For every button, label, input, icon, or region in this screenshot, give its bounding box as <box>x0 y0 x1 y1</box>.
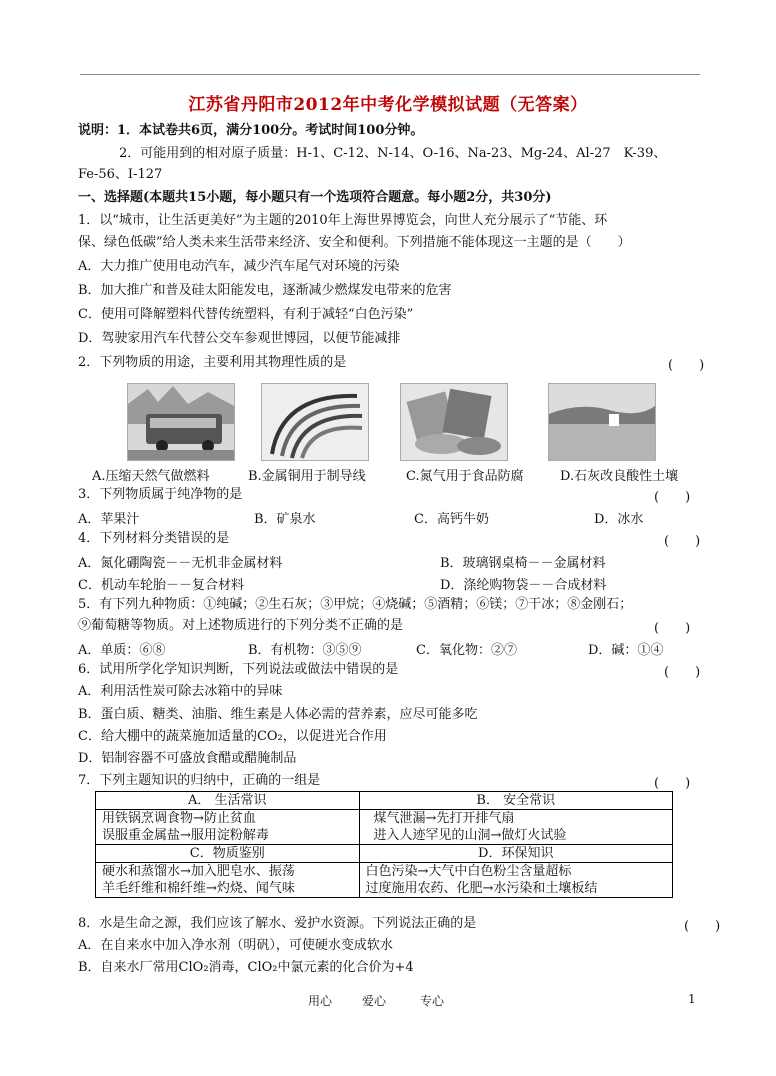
q5-answer-paren: ( ) <box>654 621 691 636</box>
q1-option-d: D．驾驶家用汽车代替公交车参观世博园，以便节能减排 <box>78 331 401 346</box>
field-photo-icon <box>548 383 656 461</box>
q2-stem: 2．下列物质的用途，主要利用其物理性质的是 <box>78 355 347 370</box>
table-cell-d: 白色污染→大气中白色粉尘含量超标 过度施用农药、化肥→水污染和土壤板结 <box>359 863 672 898</box>
table-cell-a: 用铁锅烹调食物→防止贫血 误服重金属盐→服用淀粉解毒 <box>96 810 360 845</box>
q5-option-a: A．单质：⑥⑧ <box>78 643 166 658</box>
q2-option-d: D.石灰改良酸性土壤 <box>560 469 679 484</box>
food-package-photo-icon <box>400 383 508 461</box>
page-title: 江苏省丹阳市2012年中考化学模拟试题（无答案） <box>188 95 588 115</box>
q6-option-c: C．给大棚中的蔬菜施加适量的CO₂，以促进光合作用 <box>78 729 387 744</box>
q3-option-b: B．矿泉水 <box>254 512 316 527</box>
q3-stem: 3．下列物质属于纯净物的是 <box>78 487 243 502</box>
q7-knowledge-table <box>95 791 673 898</box>
q4-stem: 4．下列材料分类错误的是 <box>78 531 230 546</box>
q4-option-a: A．氮化硼陶瓷－－无机非金属材料 <box>78 556 283 571</box>
table-cell-b: 煤气泄漏→先打开排气扇 进入人迹罕见的山洞→做灯火试验 <box>359 810 672 845</box>
q4-option-b: B．玻璃钢桌椅－－金属材料 <box>440 556 606 571</box>
q8-answer-paren: ( ) <box>684 919 721 934</box>
q8-option-b: B．自来水厂常用ClO₂消毒，ClO₂中氯元素的化合价为+4 <box>78 960 414 975</box>
q4-option-c: C．机动车轮胎－－复合材料 <box>78 578 244 593</box>
footer-text-1: 用心 <box>308 994 333 1008</box>
q4-answer-paren: ( ) <box>664 534 701 549</box>
footer-text-3: 专心 <box>420 994 445 1008</box>
q6-option-b: B．蛋白质、糖类、油脂、维生素是人体必需的营养素，应尽可能多吃 <box>78 707 478 722</box>
q6-option-a: A．利用活性炭可除去冰箱中的异味 <box>78 684 283 699</box>
q1-option-b: B．加大推广和普及硅太阳能发电，逐渐减少燃煤发电带来的危害 <box>78 283 452 298</box>
q6-option-d: D．铝制容器不可盛放食醋或醋腌制品 <box>78 751 297 766</box>
q8-stem: 8．水是生命之源，我们应该了解水、爱护水资源。下列说法正确的是 <box>78 916 477 931</box>
table-header-c: C．物质鉴别 <box>96 845 360 863</box>
header-rule <box>80 74 700 75</box>
table-header-b: B． 安全常识 <box>359 792 672 810</box>
q5-option-c: C．氧化物：②⑦ <box>416 643 517 658</box>
q2-answer-paren: ( ) <box>668 358 705 373</box>
table-cell-c: 硬水和蒸馏水→加入肥皂水、振荡 羊毛纤维和棉纤维→灼烧、闻气味 <box>96 863 360 898</box>
table-header-d: D．环保知识 <box>359 845 672 863</box>
note-line-2: 2．可能用到的相对原子质量：H-1、C-12、N-14、O-16、Na-23、Mg-24、Al-27 K-39、 <box>119 146 667 161</box>
note-line-1: 说明：1．本试卷共6页，满分100分。考试时间100分钟。 <box>78 123 424 138</box>
q1-option-c: C．使用可降解塑料代替传统塑料，有利于减轻“白色污染” <box>78 307 414 322</box>
q8-option-a: A．在自来水中加入净水剂（明矾），可使硬水变成软水 <box>78 938 393 953</box>
q5-stem-1: 5．有下列九种物质：①纯碱；②生石灰；③甲烷；④烧碱；⑤酒精；⑥镁；⑦干冰；⑧金刚石； <box>78 597 633 612</box>
q7-stem: 7．下列主题知识的归纳中，正确的一组是 <box>78 773 321 788</box>
q3-option-d: D．冰水 <box>594 512 644 527</box>
q2-option-a: A.压缩天然气做燃料 <box>92 469 210 484</box>
table-header-a: A． 生活常识 <box>96 792 360 810</box>
copper-wire-photo-icon <box>261 383 369 461</box>
q5-option-b: B．有机物：③⑤⑨ <box>248 643 362 658</box>
q7-answer-paren: ( ) <box>654 776 691 791</box>
note-line-3: Fe-56、I-127 <box>78 167 163 182</box>
footer-text-2: 爱心 <box>362 994 387 1008</box>
q4-option-d: D．涤纶购物袋－－合成材料 <box>440 578 607 593</box>
bus-photo-icon <box>127 383 235 461</box>
section-heading: 一、选择题(本题共15小题，每小题只有一个选项符合题意。每小题2分，共30分) <box>78 190 552 205</box>
q6-answer-paren: ( ) <box>664 665 701 680</box>
q2-option-c: C.氮气用于食品防腐 <box>406 469 524 484</box>
page-number: 1 <box>688 992 696 1006</box>
q5-option-d: D．碱：①④ <box>588 643 664 658</box>
q3-option-c: C．高钙牛奶 <box>414 512 489 527</box>
q5-stem-2: ⑨葡萄糖等物质。对上述物质进行的下列分类不正确的是 <box>78 618 404 633</box>
q3-option-a: A．苹果汁 <box>78 512 140 527</box>
q2-option-b: B.金属铜用于制导线 <box>248 469 366 484</box>
q1-stem-2: 保、绿色低碳”给人类未来生活带来经济、安全和便利。下列措施不能体现这一主题的是（ ） <box>78 235 631 250</box>
q1-stem-1: 1．以“城市，让生活更美好”为主题的2010年上海世界博览会，向世人充分展示了“节能、环 <box>78 213 608 228</box>
q3-answer-paren: ( ) <box>654 490 691 505</box>
q1-option-a: A．大力推广使用电动汽车，减少汽车尾气对环境的污染 <box>78 259 400 274</box>
q6-stem: 6．试用所学化学知识判断，下列说法或做法中错误的是 <box>78 662 399 677</box>
